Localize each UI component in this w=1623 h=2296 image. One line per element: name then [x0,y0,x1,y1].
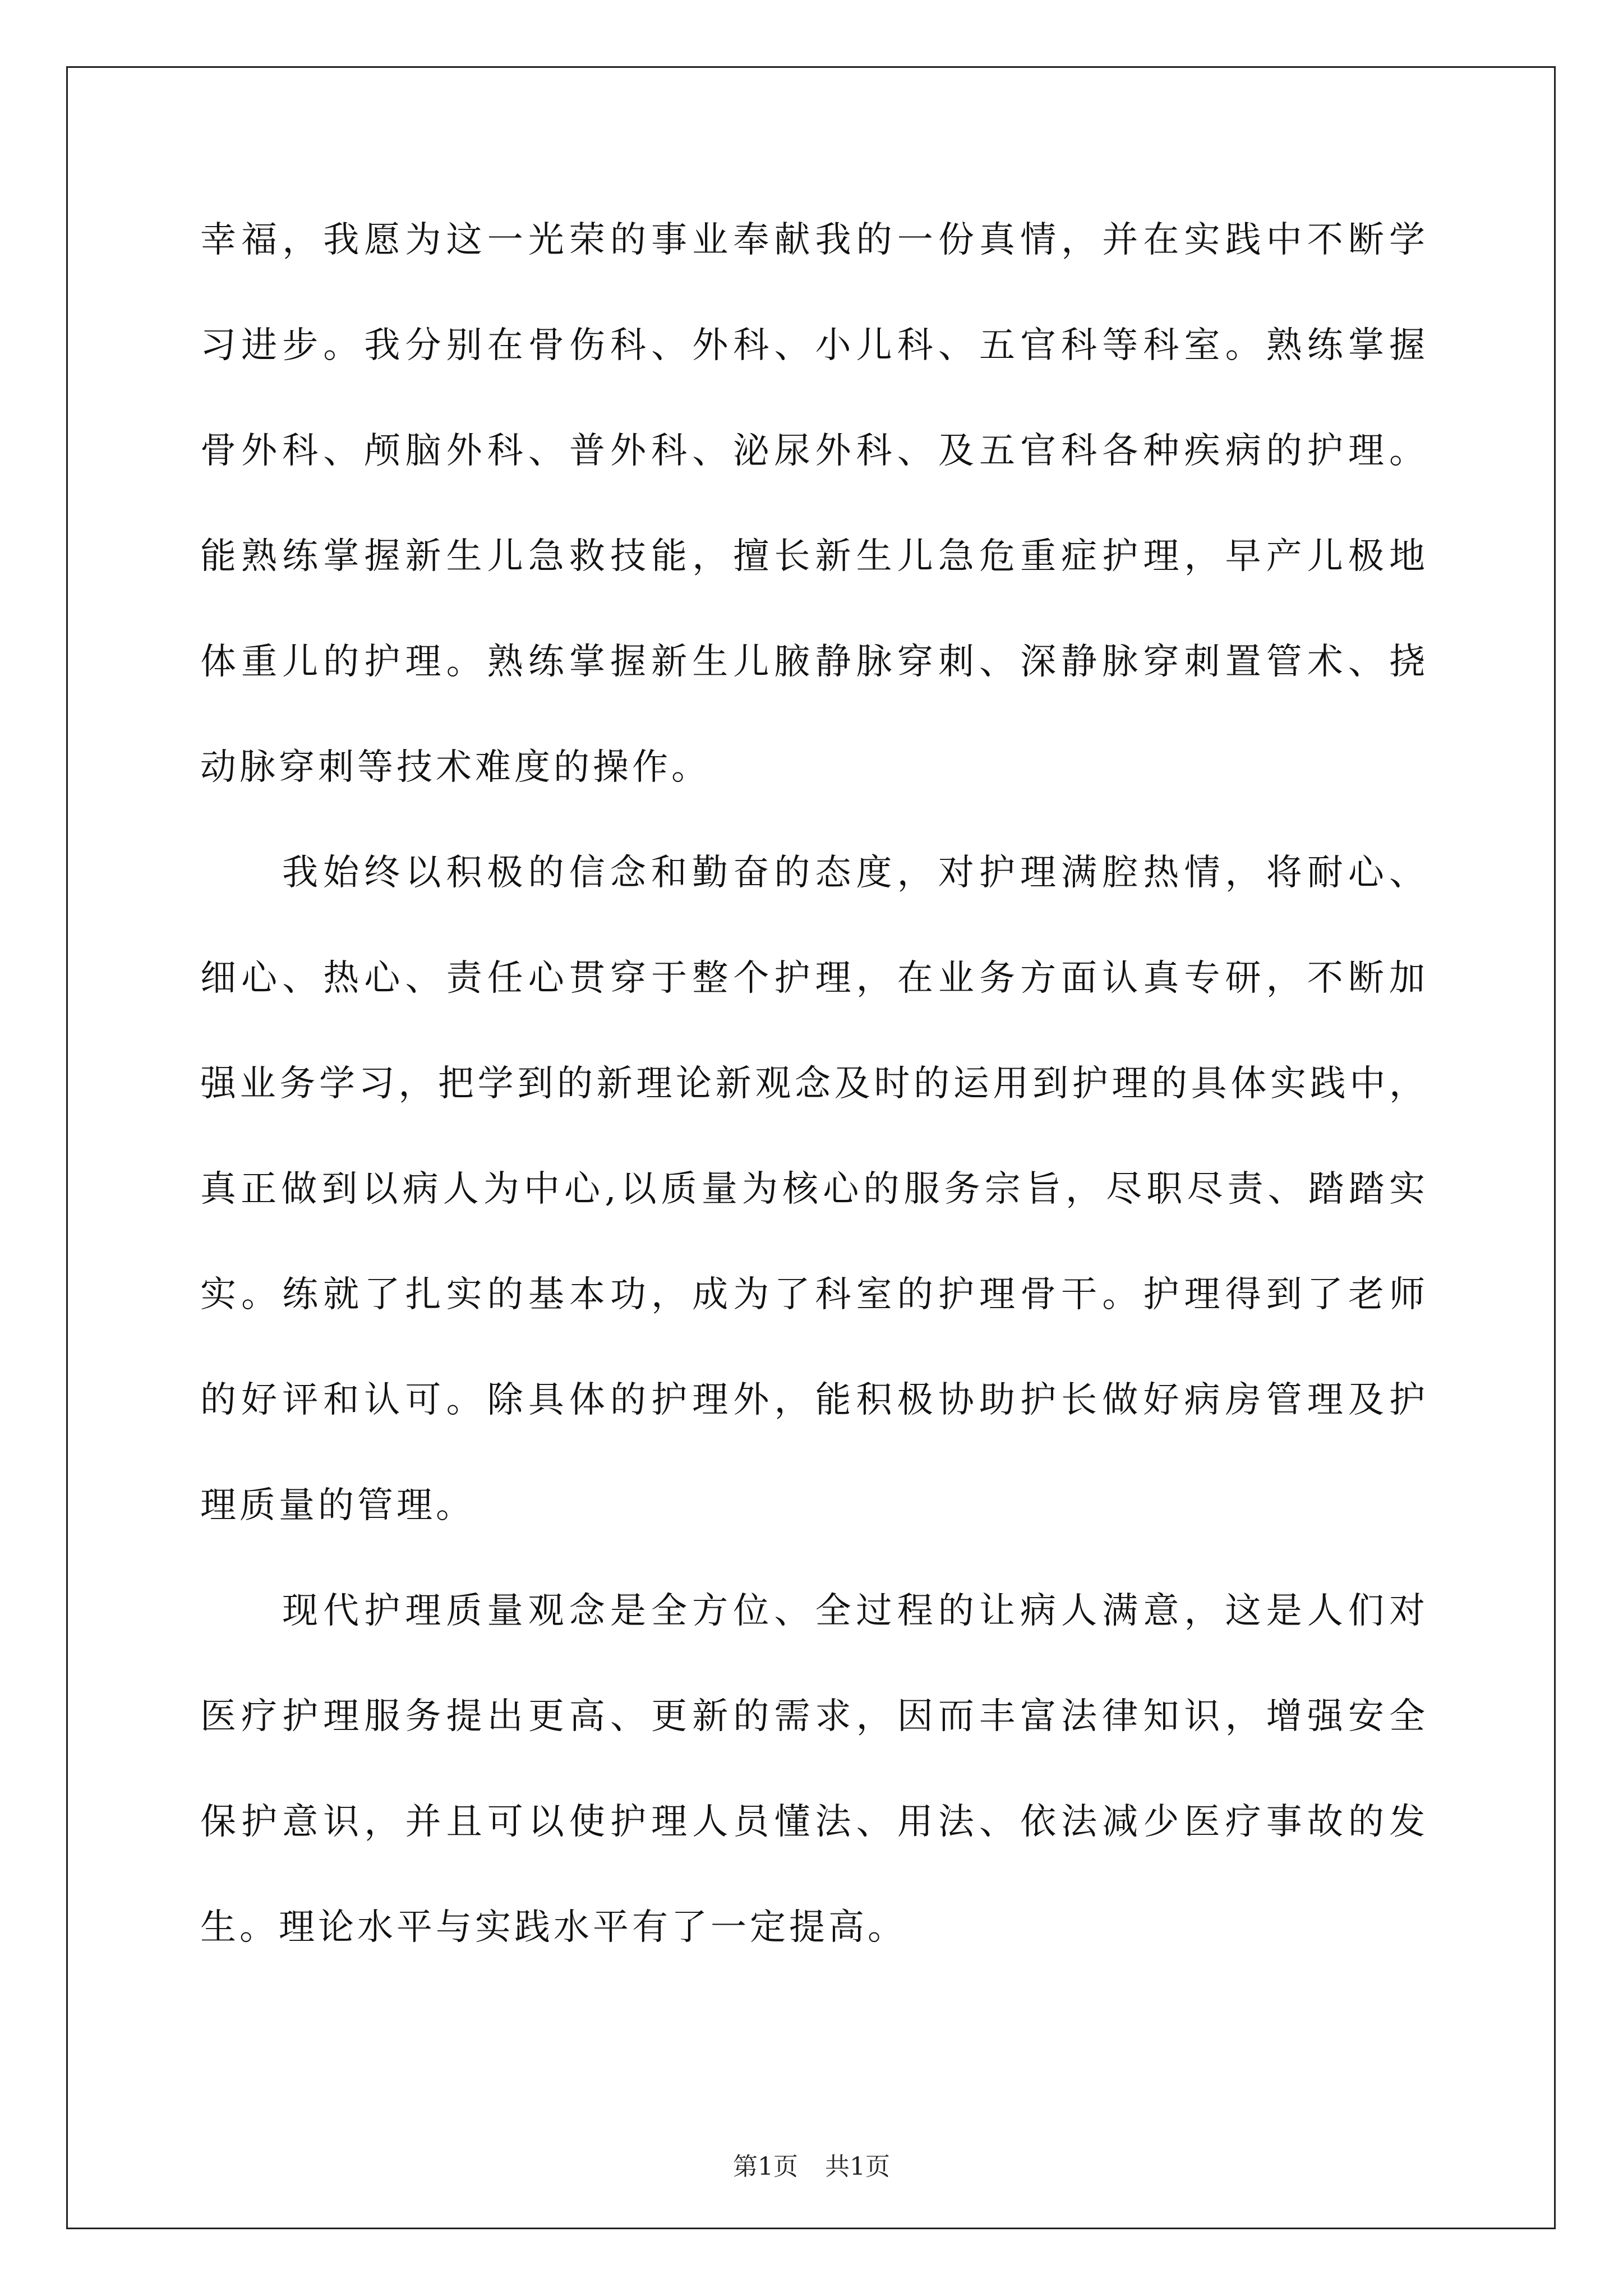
paragraph-line: 体重儿的护理。熟练掌握新生儿腋静脉穿刺、深静脉穿刺置管术、挠 [200,641,1428,683]
paragraph-line: 我始终以积极的信念和勤奋的态度，对护理满腔热情，将耐心、 [282,852,1428,894]
paragraph-line: 理质量的管理。 [200,1485,475,1526]
paragraph-line: 能熟练掌握新生儿急救技能，擅长新生儿急危重症护理，早产儿极地 [200,536,1428,577]
paragraph-line: 强业务学习，把学到的新理论新观念及时的运用到护理的具体实践中， [200,1063,1428,1105]
paragraph-line: 医疗护理服务提出更高、更新的需求，因而丰富法律知识，增强安全 [200,1696,1428,1737]
paragraph-line: 细心、热心、责任心贯穿于整个护理，在业务方面认真专研，不断加 [200,958,1428,999]
paragraph-line: 骨外科、颅脑外科、普外科、泌尿外科、及五官科各种疾病的护理。 [200,430,1428,472]
paragraph-line: 真正做到以病人为中心,以质量为核心的服务宗旨，尽职尽责、踏踏实 [200,1168,1428,1210]
page-number-current: 第1页 [733,2152,798,2181]
paragraph-line: 习进步。我分别在骨伤科、外科、小儿科、五官科等科室。熟练掌握 [200,325,1428,366]
paragraph-line: 实。练就了扎实的基本功，成为了科室的护理骨干。护理得到了老师 [200,1274,1428,1315]
page-number-total: 共1页 [825,2152,890,2181]
paragraph-line: 的好评和认可。除具体的护理外，能积极协助护长做好病房管理及护 [200,1379,1428,1421]
paragraph-line: 动脉穿刺等技术难度的操作。 [200,747,711,788]
paragraph-line: 幸福，我愿为这一光荣的事业奉献我的一份真情，并在实践中不断学 [200,219,1428,261]
paragraph-line: 生。理论水平与实践水平有了一定提高。 [200,1907,907,1948]
paragraph-line: 保护意识，并且可以使护理人员懂法、用法、依法减少医疗事故的发 [200,1801,1428,1843]
paragraph-line: 现代护理质量观念是全方位、全过程的让病人满意，这是人们对 [282,1590,1428,1632]
page-footer [0,2151,1623,2183]
document-body [200,218,1428,2010]
